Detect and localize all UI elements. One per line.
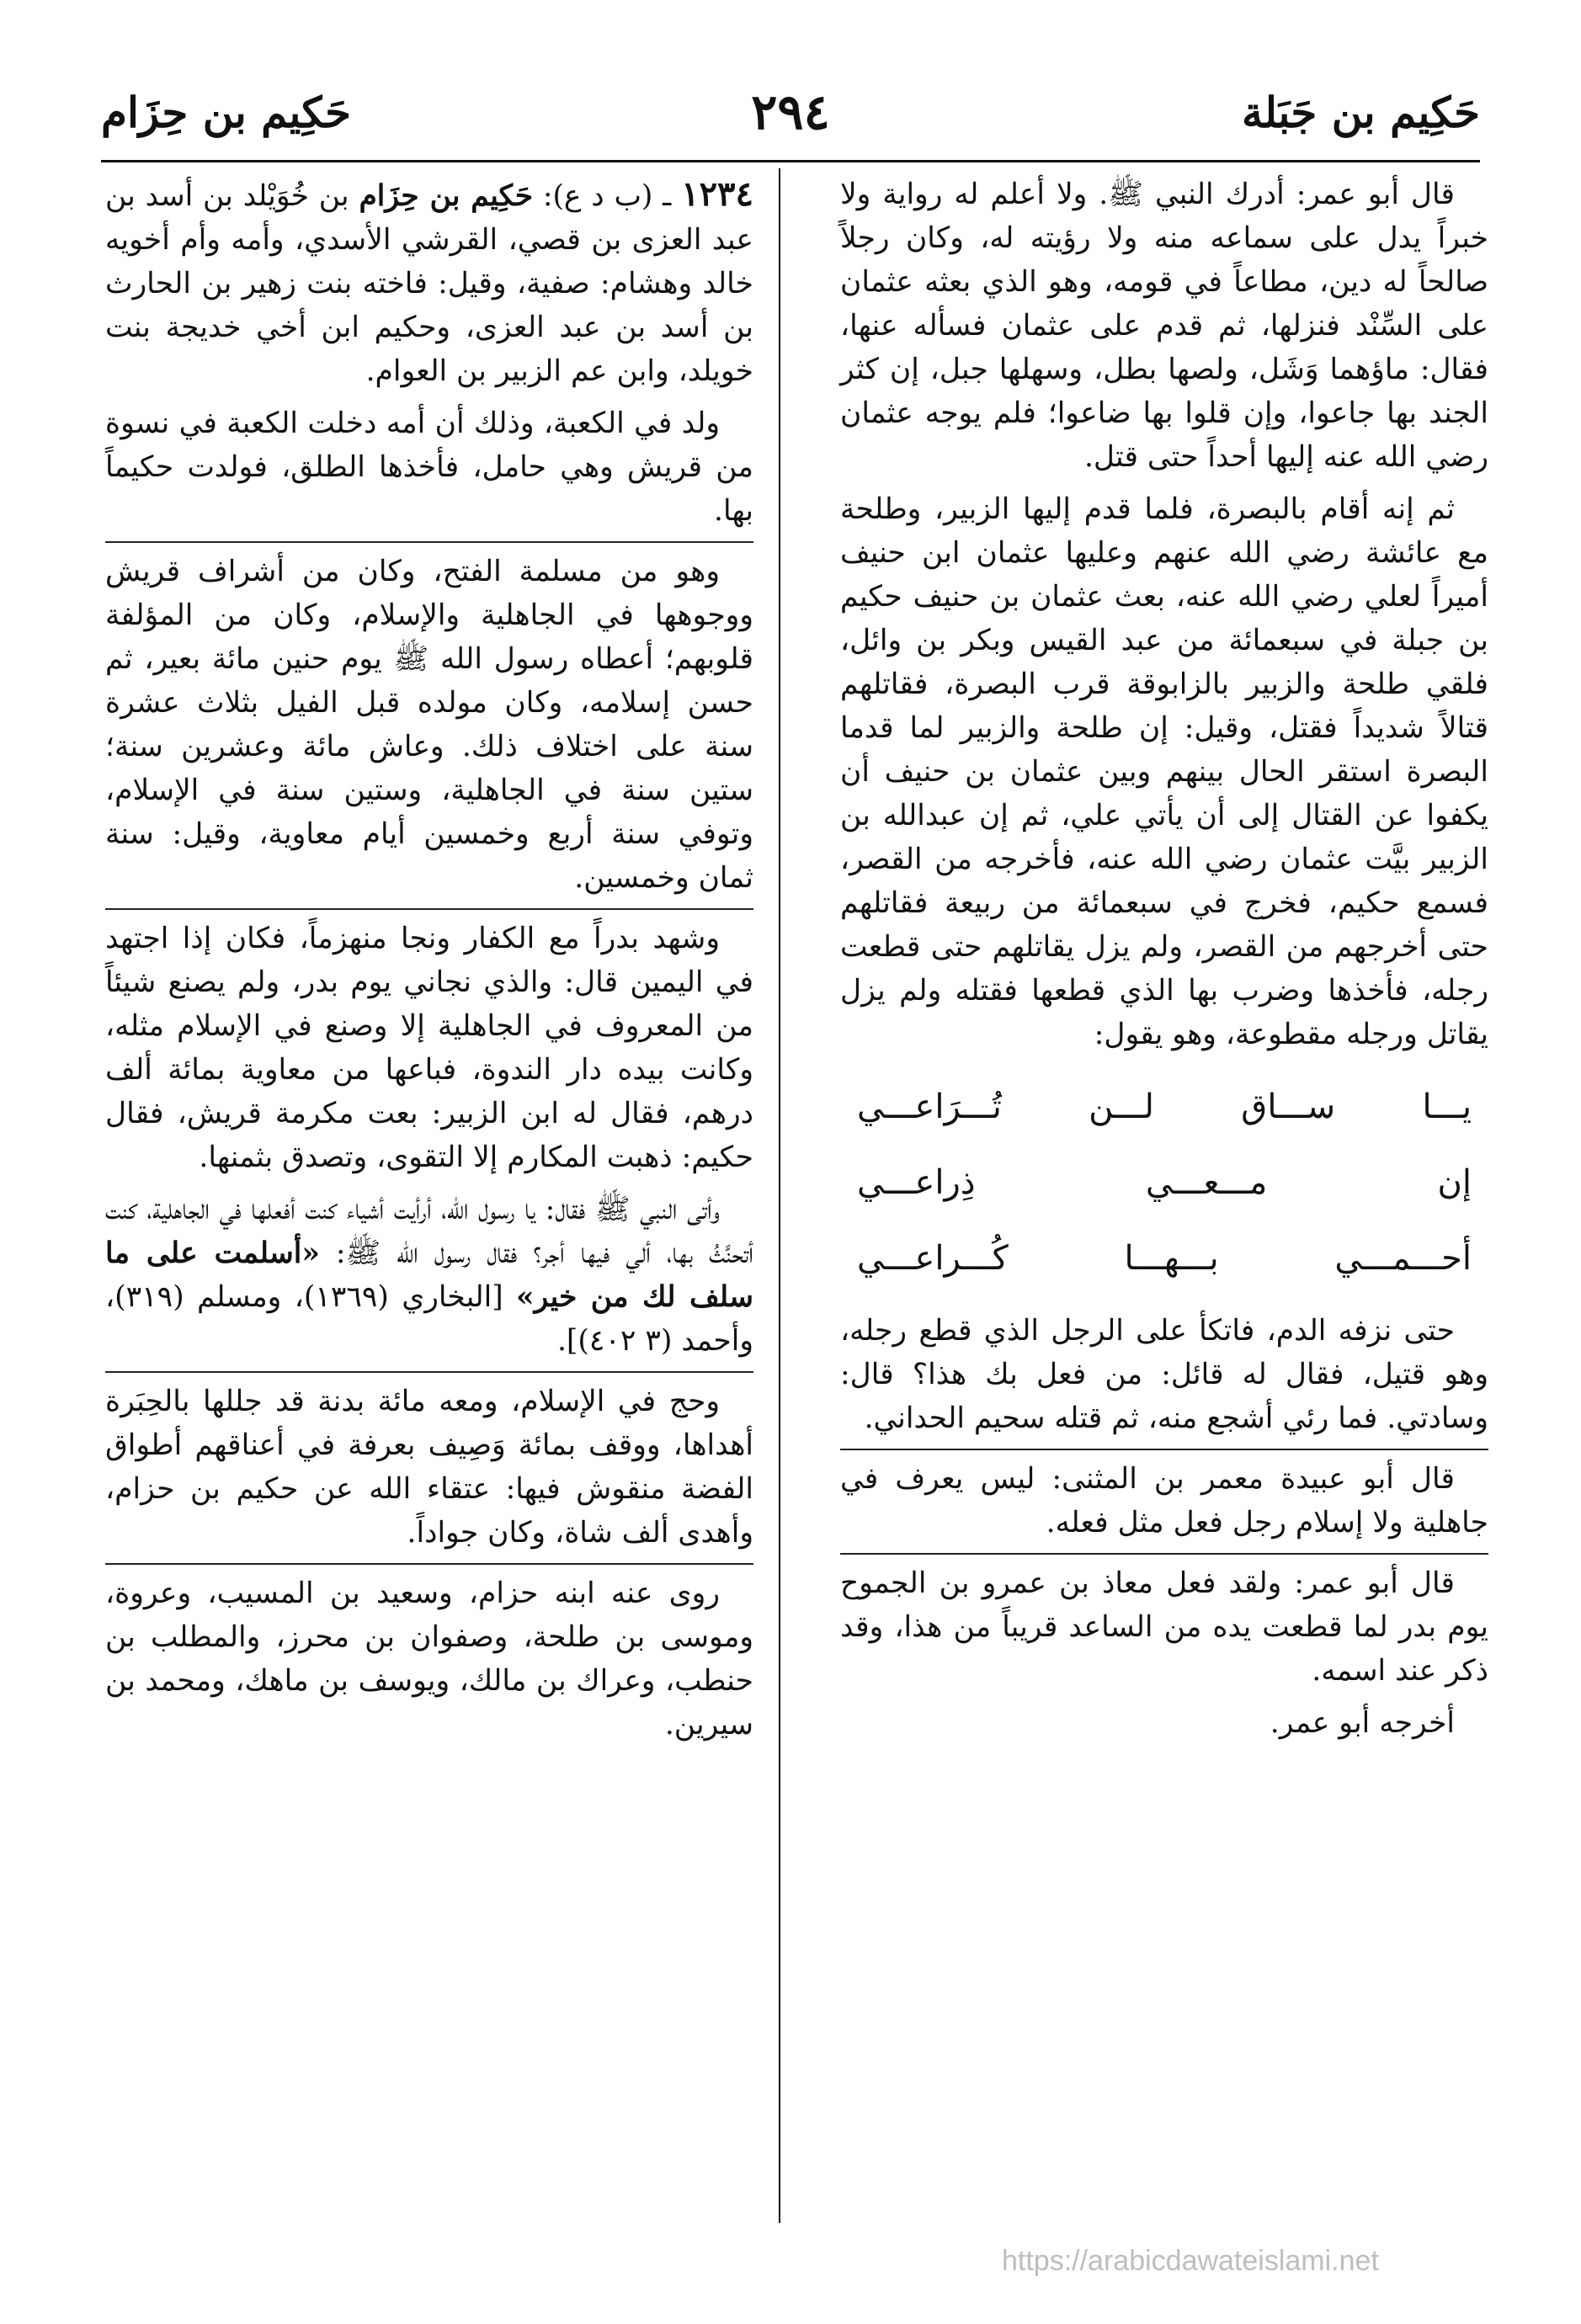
hadith-intro: وأتى النبي ﷺ فقال: يا رسول الله، أرأيت أشياء كنت أفعلها في الجاهلية، كنت أتحنَّثُ بها، ألي فيها أجر؟ فقال رسول الله ﷺ: <box>105 1193 754 1270</box>
entry-sigla: ـ (ب د ع): <box>542 179 672 213</box>
entry-name: حَكِيم بن حِزَام <box>359 179 534 213</box>
entry-heading-paragraph <box>105 173 753 393</box>
verse-line: أحـــمـــي بـــهـــا كُـــراعـــي <box>857 1239 1472 1278</box>
paragraph: قال أبو عبيدة معمر بن المثنى: ليس يعرف في جاهلية ولا إسلام رجل فعل مثل فعله. <box>840 1449 1488 1545</box>
left-running-head: حَكِيم بن حِزَام <box>101 87 352 137</box>
paragraph: ولد في الكعبة، وذلك أن أمه دخلت الكعبة في نسوة من قريش وهي حامل، فأخذها الطلق، فولدت حكيماً بها. <box>105 407 753 528</box>
poem-verse <box>857 1073 1472 1292</box>
hadith-reference: [البخاري (١٣٦٩)، ومسلم (٣١٩)، وأحمد (٣ ٤٠٢)]. <box>105 1280 753 1358</box>
paragraph: وهو من مسلمة الفتح، وكان من أشراف قريش ووجوهها في الجاهلية والإسلام، وكان من المؤلفة قلوبهم؛ أعطاه رسول الله ﷺ يوم حنين مائة بعير، ثم حسن إسلامه، وكان مولده قبل الفيل بثلاث عشرة سنة على اختلاف ذلك. وعاش مائة وعشرين سنة؛ ستين سنة في الجاهلية، وستين سنة في الإسلام، وتوفي سنة أربع وخمسين أيام معاوية، وقيل: سنة ثمان وخمسين. <box>105 541 753 900</box>
column-divider <box>779 168 780 2223</box>
paragraph: قال أبو عمر: أدرك النبي ﷺ. ولا أعلم له رواية ولا خبراً يدل على سماعه منه ولا رؤيته له، وكان رجلاً صالحاً له دين، مطاعاً في قومه، وهو الذي بعثه عثمان على السِّنْد فنزلها، ثم قدم على عثمان فسأله عنها، فقال: ماؤهما وَشَل، ولصها بطل، وسهلها جبل، إن كثر الجند بها جاعوا، وإن قلوا بها ضاعوا؛ فلم يوجه عثمان رضي الله عنه إليها أحداً حتى قتل. <box>840 178 1488 474</box>
website-watermark: https://arabicdawateislami.net <box>1002 2245 1379 2277</box>
left-column <box>105 173 753 1755</box>
paragraph: روى عنه ابنه حزام، وسعيد بن المسيب، وعروة، وموسى بن طلحة، وصفوان بن محرز، والمطلب بن حنطب، وعراك بن مالك، ويوسف بن ماهك، ومحمد بن سيرين. <box>105 1563 753 1747</box>
entry-text: بن خُوَيْلد بن أسد بن عبد العزى بن قصي، القرشي الأسدي، وأمه وأم أخويه خالد وهشام: صفية، وقيل: فاخته بنت زهير بن الحارث بن أسد بن عبد العزى، وحكيم ابن أخي خديجة بنت خويلد، وابن عم الزبير بن العوام. <box>105 179 753 388</box>
verse-line: إن مـــعـــي ذِراعـــي <box>857 1163 1472 1202</box>
hadith-paragraph <box>105 1188 753 1363</box>
paragraph: وحج في الإسلام، ومعه مائة بدنة قد جللها بالحِبَرة أهداها، ووقف بمائة وَصِيف بعرفة في أعناقهم أطواق الفضة منقوش فيها: عتقاء الله عن حكيم بن حزام، وأهدى ألف شاة، وكان جواداً. <box>105 1371 753 1555</box>
verse-line: يـــا ســـاق لـــن تُـــرَاعـــي <box>857 1088 1472 1126</box>
paragraph: ثم إنه أقام بالبصرة، فلما قدم إليها الزبير، وطلحة مع عائشة رضي الله عنهم وعليها عثمان ابن حنيف أميراً لعلي رضي الله عنه، بعث عثمان بن حنيف حكيم بن جبلة في سبعمائة من عبد القيس وبكر بن وائل، فلقي طلحة والزبير بالزابوقة قرب البصرة، فقاتلهم قتالاً شديداً فقتل، وقيل: إن طلحة والزبير لما قدما البصرة استقر الحال بينهم وبين عثمان بن حنيف أن يكفوا عن القتال إلى أن يأتي علي، ثم إن عبدالله بن الزبير بيَّت عثمان رضي الله عنه، فأخرجه من القصر، فسمع حكيم، فخرج في سبعمائة من ربيعة فقاتلهم حتى أخرجهم من القصر، ولم يزل يقاتلهم حتى قطعت رجله، فأخذها وضرب بها الذي قطعها فقتله ولم يزل يقاتل ورجله مقطوعة، وهو يقول: <box>840 492 1488 1051</box>
paragraph: وشهد بدراً مع الكفار ونجا منهزماً، فكان إذا اجتهد في اليمين قال: والذي نجاني يوم بدر، ولم يصنع شيئاً من المعروف في الجاهلية إلا وصنع في الإسلام مثله، وكانت بيده دار الندوة، فباعها من معاوية بمائة ألف درهم، فقال له ابن الزبير: بعت مكرمة قريش، فقال حكيم: ذهبت المكارم إلا التقوى، وتصدق بثمنها. <box>105 908 753 1179</box>
page-header <box>101 74 1480 150</box>
header-rule <box>101 160 1480 162</box>
right-running-head: حَكِيم بن جَبَلة <box>1241 87 1480 137</box>
hadith-quote: «أسلمت على ما سلف لك من خير» <box>105 1236 753 1314</box>
right-column <box>840 173 1488 1753</box>
page-number: ٢٩٤ <box>751 83 830 141</box>
paragraph: حتى نزفه الدم، فاتكأ على الرجل الذي قطع رجله، وهو قتيل، فقال له قائل: من فعل بك هذا؟ قال: وسادتي. فما رئي أشجع منه، ثم قتله سحيم الحداني. <box>840 1314 1488 1435</box>
entry-number: ١٢٣٤ <box>681 174 754 214</box>
paragraph: قال أبو عمر: ولقد فعل معاذ بن عمرو بن الجموح يوم بدر لما قطعت يده من الساعد قريباً من هذا، وقد ذكر عند اسمه. <box>840 1553 1488 1693</box>
paragraph: أخرجه أبو عمر. <box>1270 1706 1455 1740</box>
